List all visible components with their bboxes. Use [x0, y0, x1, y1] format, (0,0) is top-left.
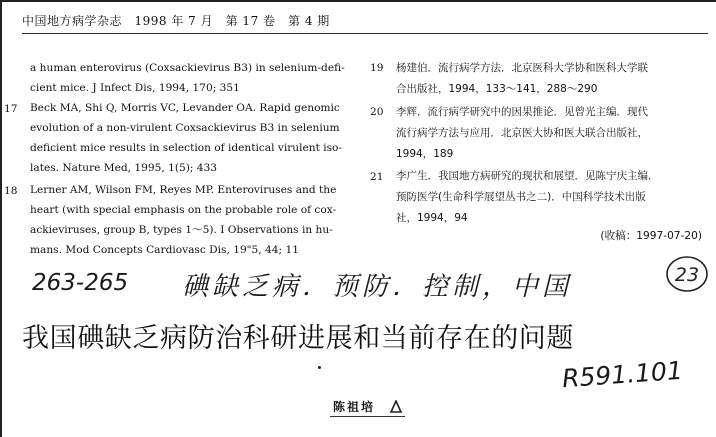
ref-21-line-2: 预防医学(生命科学展望丛书之二)．中国科学技术出版	[396, 191, 646, 203]
ref-18-line-1: Lerner AM, Wilson FM, Reyes MP. Enteroviruses and the	[30, 184, 337, 196]
author-underline	[330, 416, 405, 417]
ref-18-line-2: heart (with special emphasis on the probable role of cox-	[30, 204, 337, 216]
ref-20-line-3: 1994，189	[396, 148, 454, 160]
ref-18-number: 18	[4, 185, 18, 197]
ref-20-line-2: 流行病学方法与应用．北京医大协和医大联合出版社，	[396, 127, 648, 139]
scan-border-top	[0, 0, 716, 2]
ref-17-line-3: deficient mice results in selection of identical virulent iso-	[30, 142, 343, 154]
received-date: (收稿：1997-07-20)	[600, 230, 702, 242]
ref-20-number: 20	[370, 106, 384, 118]
ref-17-line-4: lates. Nature Med, 1995, 1(5); 433	[30, 162, 217, 174]
ref-21-line-1: 李广生．我国地方病研究的现状和展望．见陈宁庆主编．	[396, 170, 659, 182]
handwritten-keywords: 碘缺乏病．预防．控制，中国	[182, 272, 573, 302]
ref-19-line-1: 杨建伯．流行病学方法．北京医科大学协和医科大学联	[396, 62, 648, 74]
ref-21-line-3: 社，1994，94	[396, 212, 468, 224]
ref-17-line-1: Beck MA, Shi Q, Morris VC, Levander OA. Rapid genomic	[30, 102, 340, 114]
ref-17-line-2: evolution of a non-virulent Coxsackievirus B3 in selenium	[30, 122, 340, 134]
circled-number: 23	[674, 264, 700, 286]
handwritten-circle	[665, 255, 709, 293]
ref-18-line-3: ackieviruses, group B, types 1～5). Ⅰ Observations in hu-	[30, 224, 333, 236]
ink-dot	[318, 366, 321, 369]
article-author: 陈祖培	[333, 400, 376, 414]
running-head: 中国地方病学杂志 1998 年 7 月 第 17 卷 第 4 期	[22, 14, 330, 28]
ref-19-number: 19	[370, 62, 384, 74]
ref-16-line-1: a human enterovirus (Coxsackievirus B3) in selenium-defi-	[30, 62, 345, 74]
triangle-mark-icon	[389, 400, 403, 413]
handwritten-pages: 263-265	[32, 270, 129, 296]
ref-17-number: 17	[4, 103, 18, 115]
handwritten-call-number: R591.101	[561, 355, 684, 394]
ref-20-line-1: 李辉．流行病学研究中的因果推论．见曾光主编．现代	[396, 106, 648, 118]
ref-19-line-2: 合出版社，1994，133～141，288～290	[396, 83, 598, 95]
article-title: 我国碘缺乏病防治科研进展和当前存在的问题	[22, 323, 574, 354]
scan-border-left	[0, 0, 2, 437]
ref-18-line-4: mans. Mod Concepts Cardiovasc Dis, 19"5, 44; 11	[30, 244, 299, 256]
ref-21-number: 21	[370, 171, 384, 183]
ref-16-line-2: cient mice. J Infect Dis, 1994, 170; 351	[30, 82, 240, 94]
header-rule	[22, 33, 708, 34]
